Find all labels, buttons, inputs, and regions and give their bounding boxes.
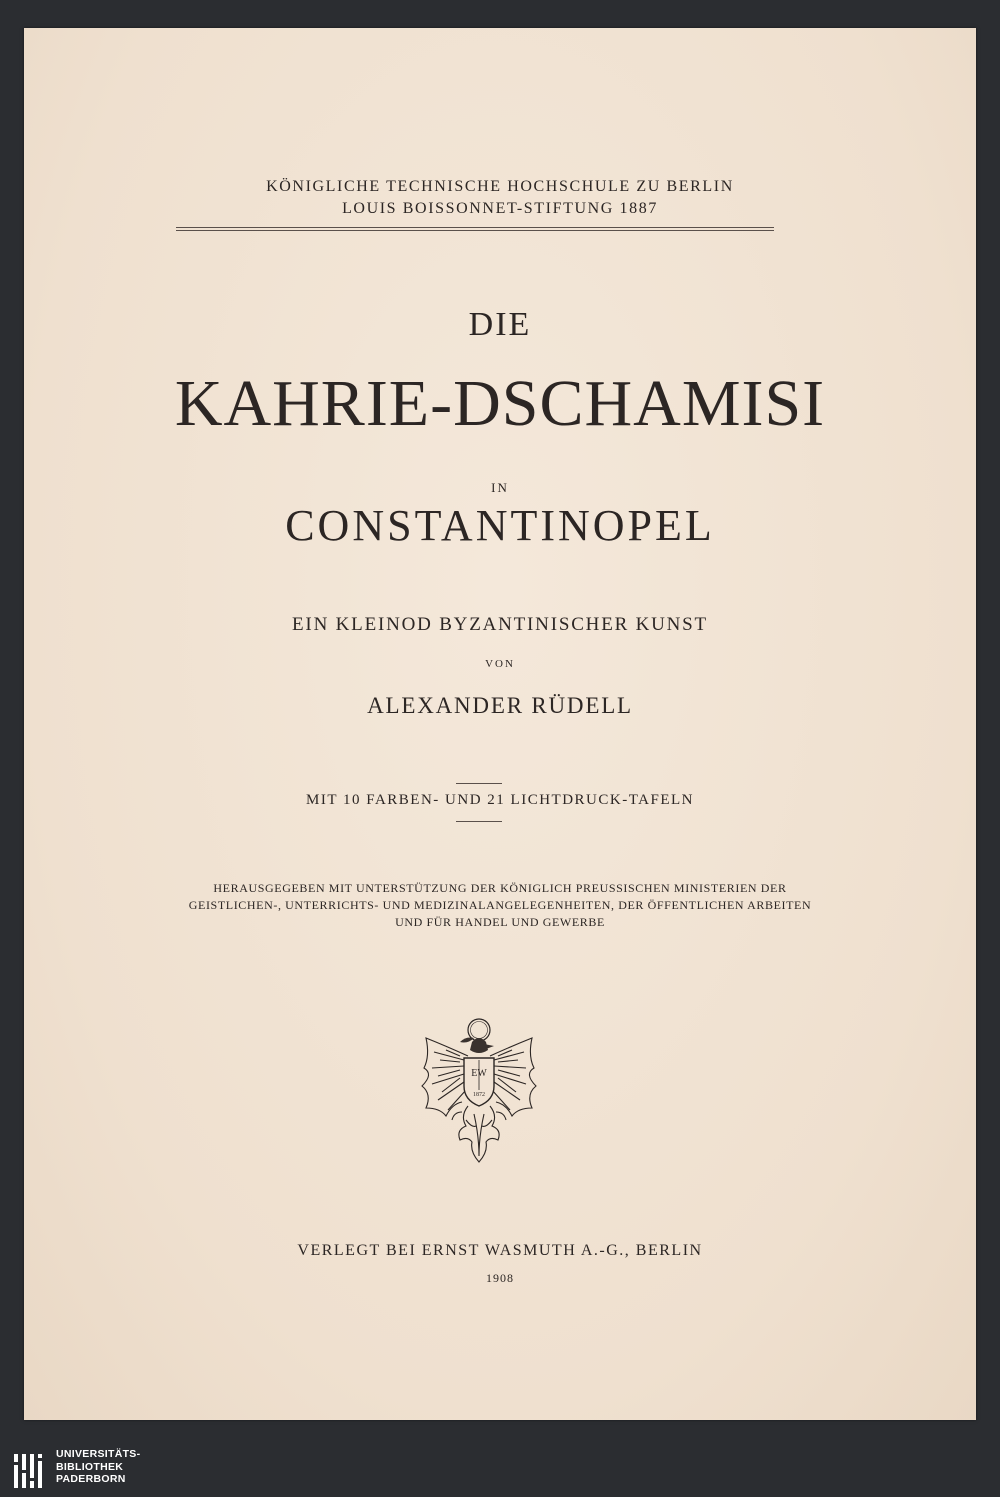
subtitle: EIN KLEINOD BYZANTINISCHER KUNST bbox=[292, 614, 708, 635]
title-article: DIE bbox=[468, 306, 532, 343]
by-line: VON bbox=[485, 658, 515, 670]
publisher-imprint: VERLEGT BEI ERNST WASMUTH A.-G., BERLIN bbox=[297, 1242, 703, 1259]
short-rule-top bbox=[456, 783, 502, 784]
note-line-3: UND FÜR HANDEL UND GEWERBE bbox=[395, 915, 605, 929]
title-page bbox=[24, 28, 976, 1420]
author-name: ALEXANDER RÜDELL bbox=[367, 693, 633, 718]
double-rule-bottom bbox=[176, 230, 774, 231]
shield-letters: EW bbox=[471, 1068, 487, 1079]
eagle-emblem-icon bbox=[416, 1016, 542, 1166]
library-name-line-2: BIBLIOTHEK bbox=[56, 1460, 124, 1473]
institution-heading bbox=[24, 176, 976, 220]
title-preposition: IN bbox=[491, 480, 509, 495]
short-rule-bottom bbox=[456, 821, 502, 822]
double-rule-top bbox=[176, 227, 774, 228]
page-title: KAHRIE-DSCHAMISI bbox=[174, 367, 826, 440]
library-name-line-1: UNIVERSITÄTS- bbox=[56, 1448, 141, 1460]
publication-year: 1908 bbox=[486, 1271, 514, 1285]
library-footer bbox=[0, 1444, 1000, 1497]
plates-info: MIT 10 FARBEN- UND 21 LICHTDRUCK-TAFELN bbox=[306, 792, 694, 808]
note-line-2: GEISTLICHEN-, UNTERRICHTS- UND MEDIZINALANGELEGENHEITEN, DER ÖFFENTLICHEN ARBEITEN bbox=[188, 898, 812, 912]
publication-note bbox=[24, 880, 976, 931]
title-city: CONSTANTINOPEL bbox=[285, 501, 715, 550]
university-library-logo-icon bbox=[12, 1452, 50, 1490]
library-name bbox=[56, 1448, 140, 1486]
institution-line-1: KÖNIGLICHE TECHNISCHE HOCHSCHULE ZU BERLIN bbox=[266, 178, 734, 195]
library-name-line-3: PADERBORN bbox=[56, 1473, 126, 1485]
note-line-1: HERAUSGEGEBEN MIT UNTERSTÜTZUNG DER KÖNIGLICH PREUSSISCHEN MINISTERIEN DER bbox=[213, 881, 787, 895]
shield-year: 1872 bbox=[473, 1092, 485, 1098]
institution-line-2: LOUIS BOISSONNET-STIFTUNG 1887 bbox=[342, 200, 658, 217]
